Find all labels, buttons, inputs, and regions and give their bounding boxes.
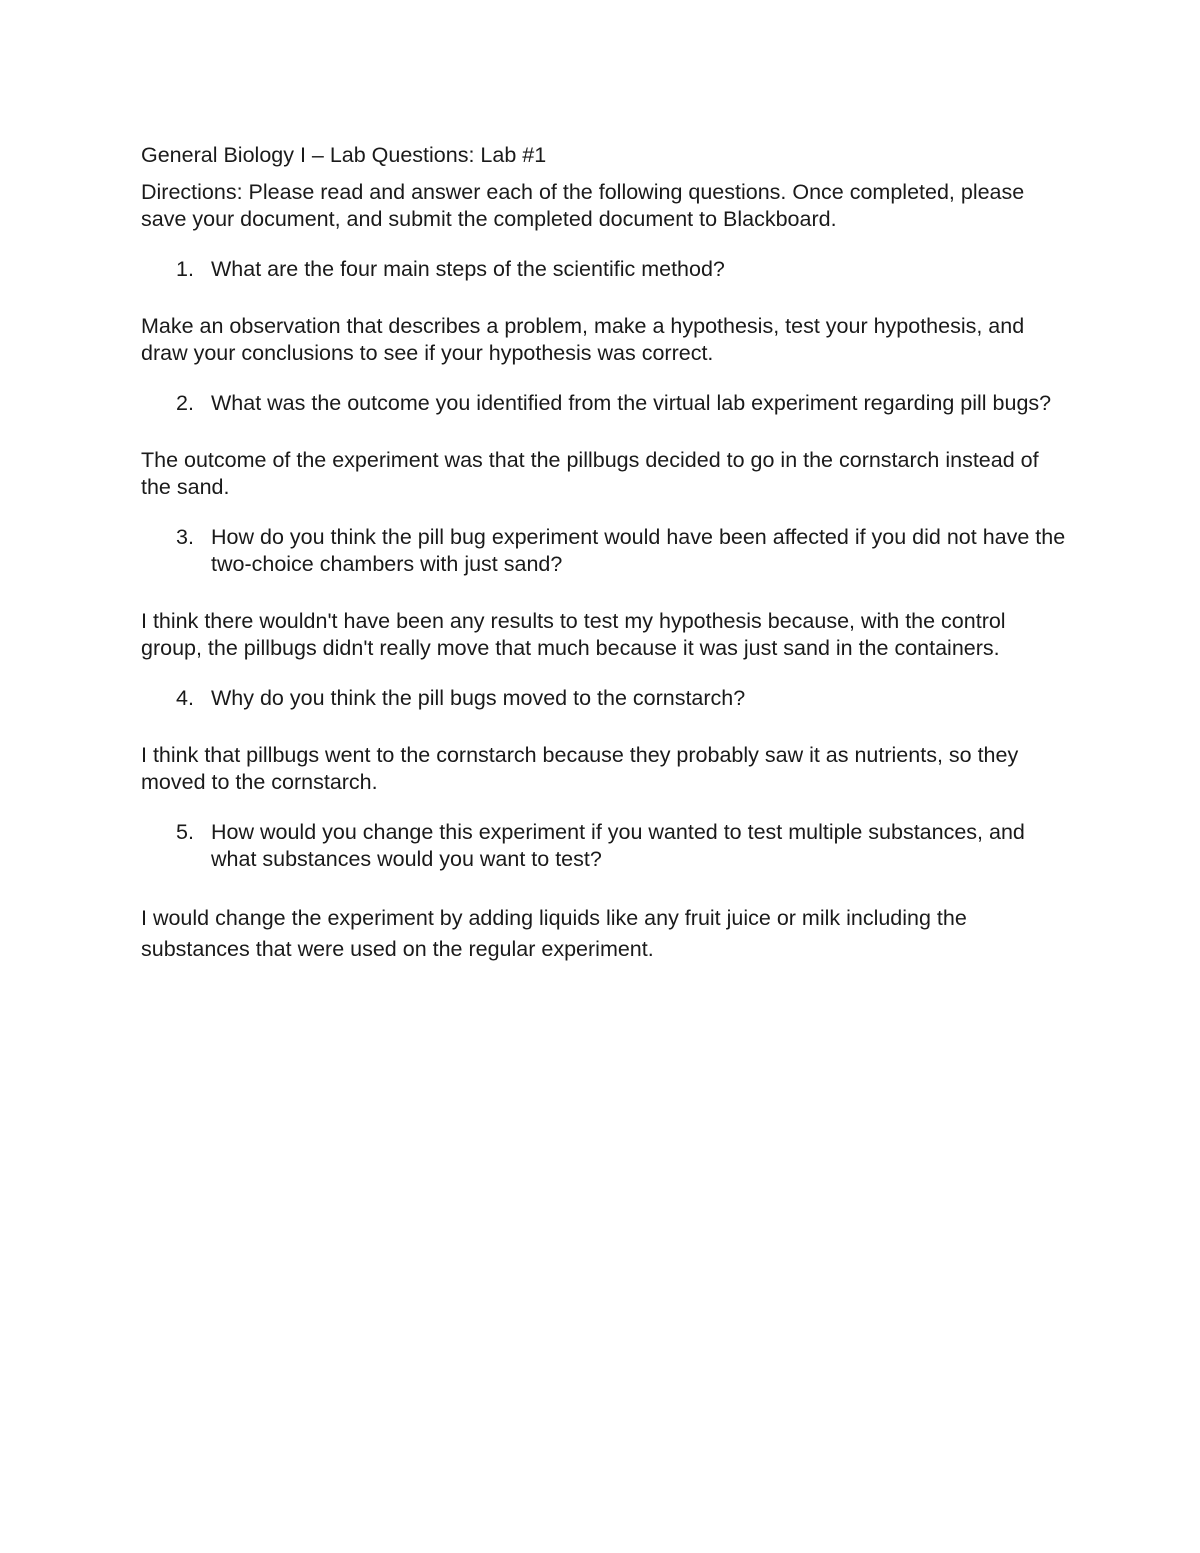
directions-text: Directions: Please read and answer each of the following questions. Once completed, please save your document, and submit the completed document to Blackboard. bbox=[141, 180, 1025, 231]
question-text: What are the four main steps of the scientific method? bbox=[211, 257, 725, 281]
question-item bbox=[141, 390, 1071, 417]
question-text: Why do you think the pill bugs moved to the cornstarch? bbox=[211, 686, 746, 710]
question-item bbox=[141, 256, 1071, 283]
document-title: General Biology I – Lab Questions: Lab #1 bbox=[141, 143, 547, 167]
question-text: How would you change this experiment if you wanted to test multiple substances, and what substances would you want to test? bbox=[211, 820, 1025, 871]
question-number: 2. bbox=[176, 391, 194, 415]
question-number: 4. bbox=[176, 686, 194, 710]
question-item bbox=[141, 685, 1071, 712]
question-number: 1. bbox=[176, 257, 194, 281]
question-number: 3. bbox=[176, 525, 194, 549]
question-item bbox=[141, 819, 1071, 873]
document-page bbox=[141, 142, 1071, 988]
answer-text: I would change the experiment by adding liquids like any fruit juice or milk including the substances that were used on the regular experiment. bbox=[141, 906, 967, 961]
answer-text: The outcome of the experiment was that the pillbugs decided to go in the cornstarch instead of the sand. bbox=[141, 448, 1039, 499]
answer-text: I think that pillbugs went to the cornstarch because they probably saw it as nutrients, so they moved to the cornstarch. bbox=[141, 743, 1019, 794]
question-number: 5. bbox=[176, 820, 194, 844]
answer-text: Make an observation that describes a problem, make a hypothesis, test your hypothesis, and draw your conclusions to see if your hypothesis was correct. bbox=[141, 314, 1025, 365]
question-item bbox=[141, 524, 1071, 578]
question-text: How do you think the pill bug experiment would have been affected if you did not have the two-choice chambers with just sand? bbox=[211, 525, 1066, 576]
question-text: What was the outcome you identified from the virtual lab experiment regarding pill bugs? bbox=[211, 391, 1052, 415]
answer-text: I think there wouldn't have been any results to test my hypothesis because, with the control group, the pillbugs didn't really move that much because it was just sand in the containers. bbox=[141, 609, 1006, 660]
